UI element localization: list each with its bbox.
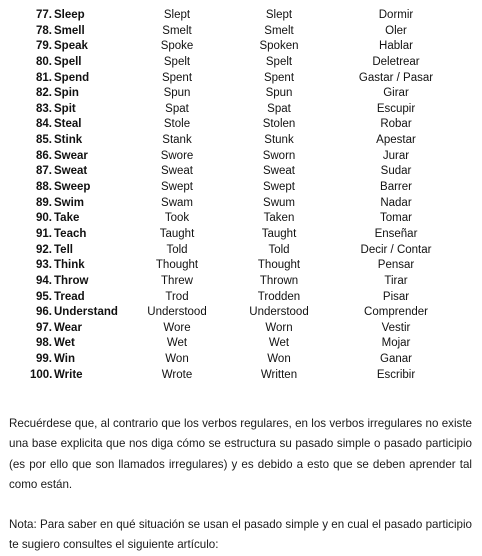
- verb-simple-past: Wrote: [161, 368, 193, 381]
- verb-number: 91.: [36, 227, 52, 240]
- verb-spanish-translation: Robar: [380, 118, 412, 131]
- verb-base-form: Throw: [54, 274, 89, 287]
- verb-past-participle: Trodden: [257, 290, 301, 303]
- verb-spanish-translation: Hablar: [379, 40, 413, 53]
- verb-spanish-translation: Sudar: [380, 165, 412, 178]
- verb-simple-past: Swept: [161, 181, 193, 194]
- verb-row: [0, 133, 482, 149]
- verb-row: [0, 164, 482, 180]
- verb-past-participle: Worn: [265, 321, 293, 334]
- verb-spanish-translation: Deletrear: [372, 55, 420, 68]
- verb-base-form: Think: [54, 259, 85, 272]
- verb-row: [0, 102, 482, 118]
- verb-spanish-translation: Tirar: [384, 274, 408, 287]
- verb-base-form: Spend: [54, 71, 90, 84]
- verb-simple-past: Spun: [163, 87, 191, 100]
- verb-base-form: Swim: [54, 196, 85, 209]
- verb-past-participle: Spun: [265, 87, 293, 100]
- irregular-verbs-table: [0, 8, 482, 383]
- verb-past-participle: Smelt: [264, 24, 294, 37]
- verb-spanish-translation: Vestir: [381, 321, 411, 334]
- verb-spanish-translation: Dormir: [378, 9, 414, 21]
- verb-row: [0, 196, 482, 212]
- verb-base-form: Tell: [54, 243, 73, 256]
- verb-row: [0, 39, 482, 55]
- verb-number: 79.: [36, 40, 52, 53]
- verb-past-participle: Sworn: [262, 149, 296, 162]
- verb-spanish-translation: Nadar: [380, 196, 412, 209]
- verb-spanish-translation: Oler: [385, 24, 407, 37]
- verb-base-form: Win: [54, 353, 75, 366]
- verb-row: [0, 243, 482, 259]
- verb-base-form: Wet: [54, 337, 75, 350]
- verb-base-form: Take: [54, 212, 80, 225]
- verb-row: [0, 227, 482, 243]
- verb-simple-past: Wet: [166, 337, 188, 350]
- verb-simple-past: Told: [166, 243, 188, 256]
- verb-spanish-translation: Enseñar: [374, 227, 418, 240]
- verb-row: [0, 211, 482, 227]
- verb-number: 97.: [36, 321, 52, 334]
- note-paragraph: Nota: Para saber en qué situación se usan el pasado simple y en cual el pasado participio te sugiero consultes el siguiente artículo:: [9, 517, 472, 552]
- verb-number: 78.: [36, 24, 52, 37]
- verb-spanish-translation: Ganar: [380, 353, 412, 366]
- verb-simple-past: Wore: [163, 321, 191, 334]
- verb-base-form: Steal: [54, 118, 82, 131]
- verb-simple-past: Thought: [155, 259, 199, 272]
- verb-simple-past: Swore: [160, 149, 194, 162]
- verb-simple-past: Understood: [147, 306, 207, 319]
- verb-number: 83.: [36, 102, 52, 115]
- verb-number: 92.: [36, 243, 52, 256]
- verb-base-form: Write: [54, 368, 83, 381]
- verb-past-participle: Swept: [263, 181, 295, 194]
- verb-simple-past: Stank: [162, 134, 192, 147]
- verb-base-form: Sweep: [54, 181, 91, 194]
- verb-simple-past: Spent: [161, 71, 193, 84]
- verb-past-participle: Written: [260, 368, 298, 381]
- verb-simple-past: Spat: [165, 102, 189, 115]
- verb-base-form: Spell: [54, 55, 82, 68]
- verb-past-participle: Taken: [263, 212, 295, 225]
- verb-spanish-translation: Gastar / Pasar: [358, 71, 434, 84]
- verb-spanish-translation: Jurar: [382, 149, 410, 162]
- verb-base-form: Teach: [54, 227, 87, 240]
- verb-past-participle: Swum: [263, 196, 295, 209]
- verb-base-form: Tread: [54, 290, 85, 303]
- irregular-verbs-explanation: Recuérdese que, al contrario que los verbos regulares, en los verbos irregulares no existe una base explicita que nos diga cómo se estructura su pasado simple o pasado participio (es por ello que son llamados irregulares) y es debido a esto que se deben aprender tal como están.: [9, 416, 472, 492]
- verb-base-form: Smell: [54, 24, 85, 37]
- verb-spanish-translation: Escribir: [376, 368, 416, 381]
- verb-row: [0, 305, 482, 321]
- verb-row: [0, 71, 482, 87]
- verb-spanish-translation: Tomar: [380, 212, 412, 225]
- verb-base-form: Swear: [54, 149, 88, 162]
- verb-number: 87.: [36, 165, 52, 178]
- verb-number: 95.: [36, 290, 52, 303]
- verb-number: 81.: [36, 71, 52, 84]
- verb-row: [0, 321, 482, 337]
- verb-number: 99.: [36, 353, 52, 366]
- verb-number: 82.: [36, 87, 52, 100]
- verb-number: 88.: [36, 181, 52, 194]
- verb-past-participle: Won: [267, 353, 291, 366]
- verb-past-participle: Thrown: [259, 274, 299, 287]
- verb-simple-past: Spoke: [160, 40, 194, 53]
- verb-past-participle: Wet: [268, 337, 290, 350]
- verb-row: [0, 290, 482, 306]
- verb-past-participle: Told: [268, 243, 290, 256]
- verb-spanish-translation: Mojar: [381, 337, 411, 350]
- verb-row: [0, 117, 482, 133]
- verb-row: [0, 149, 482, 165]
- verb-spanish-translation: Decir / Contar: [360, 243, 432, 256]
- verb-simple-past: Threw: [161, 274, 193, 287]
- verb-base-form: Spin: [54, 87, 79, 100]
- verb-number: 80.: [36, 55, 52, 68]
- verb-simple-past: Sweat: [161, 165, 193, 178]
- verb-base-form: Spit: [54, 102, 76, 115]
- verb-past-participle: Taught: [261, 227, 297, 240]
- verb-number: 100.: [30, 368, 53, 381]
- verb-number: 89.: [36, 196, 52, 209]
- verb-simple-past: Took: [164, 212, 190, 225]
- verb-row: [0, 258, 482, 274]
- verb-past-participle: Stolen: [262, 118, 296, 131]
- verb-number: 98.: [36, 337, 52, 350]
- verb-simple-past: Won: [165, 353, 189, 366]
- verb-base-form: Wear: [54, 321, 82, 334]
- verb-simple-past: Stole: [163, 118, 191, 131]
- verb-base-form: Sleep: [54, 9, 85, 21]
- verb-number: 93.: [36, 259, 52, 272]
- verb-row: [0, 8, 482, 24]
- verb-simple-past: Swam: [161, 196, 193, 209]
- verb-number: 94.: [36, 274, 52, 287]
- verb-simple-past: Smelt: [162, 24, 192, 37]
- verb-spanish-translation: Pensar: [377, 259, 415, 272]
- verb-number: 96.: [36, 306, 52, 319]
- verb-row: [0, 368, 482, 384]
- verb-spanish-translation: Apestar: [376, 134, 416, 147]
- verb-row: [0, 336, 482, 352]
- verb-past-participle: Sweat: [263, 165, 295, 178]
- verb-past-participle: Stunk: [264, 134, 294, 147]
- verb-past-participle: Spelt: [265, 55, 293, 68]
- verb-number: 85.: [36, 134, 52, 147]
- verb-row: [0, 55, 482, 71]
- verb-past-participle: Understood: [249, 306, 309, 319]
- verb-past-participle: Slept: [265, 9, 293, 21]
- verb-row: [0, 180, 482, 196]
- verb-base-form: Understand: [54, 306, 118, 319]
- verb-past-participle: Spent: [263, 71, 295, 84]
- verb-base-form: Sweat: [54, 165, 88, 178]
- verb-simple-past: Trod: [165, 290, 189, 303]
- verb-spanish-translation: Barrer: [380, 181, 412, 194]
- verb-spanish-translation: Pisar: [382, 290, 410, 303]
- verb-past-participle: Spat: [267, 102, 291, 115]
- verb-spanish-translation: Girar: [383, 87, 409, 100]
- verb-number: 84.: [36, 118, 52, 131]
- verb-row: [0, 86, 482, 102]
- verb-simple-past: Slept: [163, 9, 191, 21]
- verb-row: [0, 24, 482, 40]
- verb-number: 77.: [36, 9, 52, 21]
- verb-row: [0, 352, 482, 368]
- verb-past-participle: Spoken: [259, 40, 299, 53]
- verb-number: 86.: [36, 149, 52, 162]
- verb-past-participle: Thought: [257, 259, 301, 272]
- verb-number: 90.: [36, 212, 52, 225]
- verb-simple-past: Spelt: [163, 55, 191, 68]
- verb-simple-past: Taught: [159, 227, 195, 240]
- verb-base-form: Stink: [54, 134, 83, 147]
- verb-spanish-translation: Comprender: [364, 306, 428, 319]
- verb-spanish-translation: Escupir: [376, 102, 416, 115]
- verb-base-form: Speak: [54, 40, 88, 53]
- verb-row: [0, 274, 482, 290]
